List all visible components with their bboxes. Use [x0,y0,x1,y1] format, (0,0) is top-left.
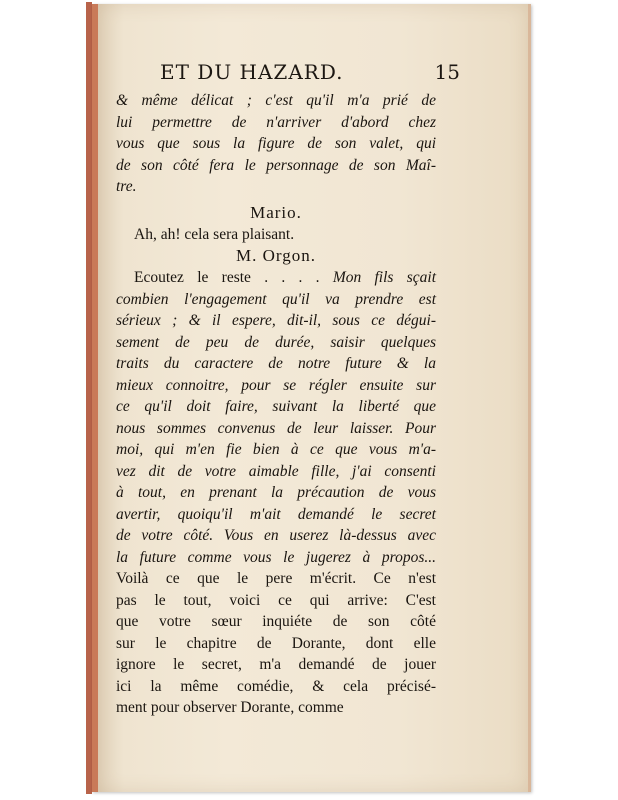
text-line: de votre côté. Vous en userez là-dessus avec [116,527,436,544]
text-line: moi, qui m'en fie bien à ce que vous m'a- [116,441,436,458]
text-line: sement de peu de durée, saisir quelques [116,333,436,351]
text-line: Voilà ce que le pere m'écrit. Ce n'est [116,570,436,587]
text-line: vez dit de votre aimable fille, j'ai consenti [116,462,436,480]
running-title: ET DU HAZARD. [160,60,344,84]
text-line: sur le chapitre de Dorante, dont elle [116,634,436,652]
text-line [116,267,436,289]
body-text [116,90,436,719]
text-line: vous que sous la figure de son valet, qui [116,135,436,152]
text-line: à tout, en prenant la précaution de vous [116,484,436,501]
text-line: que votre sœur inquiéte de son côté [116,613,436,630]
text-line: tre. [116,178,137,195]
speaker-name-mario: Mario. [250,202,302,222]
text-italic: Mon fils sçait [332,269,437,286]
text-line: ce qu'il doit faire, suivant la liberté que [116,398,436,415]
text-line: ici la même comédie, & cela précisé- [116,677,436,695]
text-line: ignore le secret, m'a demandé de jouer [116,656,436,673]
text-line: traits du caractere de notre future & la [116,355,436,372]
text-roman: Ecoutez le reste . . . . [134,269,320,286]
text-line: mieux connoitre, pour se régler ensuite sur [116,376,436,394]
text-line: lui permettre de n'arriver d'abord chez [116,113,436,131]
speaker-name-orgon: M. Orgon. [236,246,316,265]
page-number: 15 [434,60,460,84]
page-header [160,60,460,88]
text-line: combien l'engagement qu'il va prendre est [116,290,436,308]
text-line: avertir, quoiqu'il m'ait demandé le secret [116,505,436,523]
text-line: Ah, ah! cela sera plaisant. [134,225,295,243]
text-line: nous sommes convenus de leur laisser. Pour [116,419,436,437]
text-line: de son côté fera le personnage de son Maî- [116,156,436,174]
text-line: pas le tout, voici ce qui arrive: C'est [116,591,436,609]
text-line: sérieux ; & il espere, dit-il, sous ce dégui- [116,312,436,329]
text-line: la future comme vous le jugerez à propos... [116,548,436,566]
text-line: & même délicat ; c'est qu'il m'a prié de [116,92,436,109]
text-line: ment pour observer Dorante, comme [116,699,344,716]
